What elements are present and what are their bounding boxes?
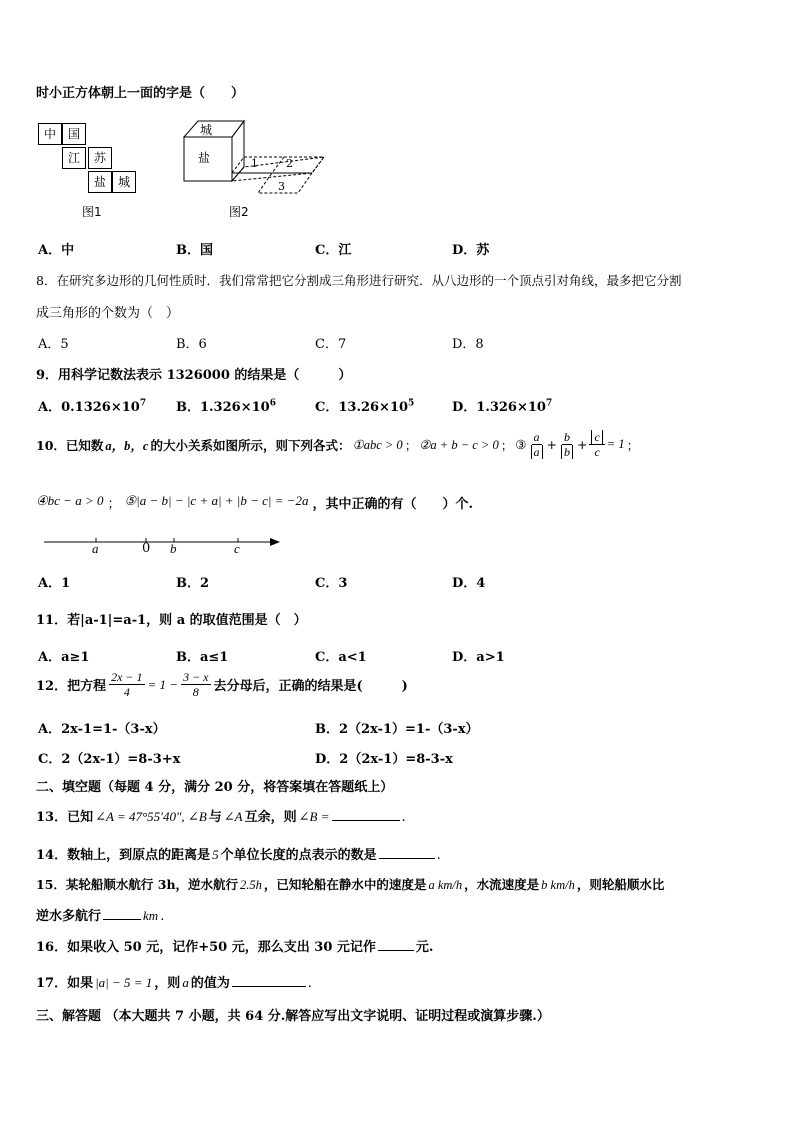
q10-option-d[interactable]: D．4: [452, 576, 486, 591]
q13: [36, 806, 406, 825]
q7-option-d[interactable]: D．苏: [452, 243, 490, 258]
q10-option-c[interactable]: C．3: [315, 576, 348, 591]
axis-label-b: b: [170, 541, 177, 556]
q10-expr-3-tail: = 1: [606, 437, 625, 451]
q10-intro: 10．已知数: [36, 437, 104, 453]
denominator: c: [594, 445, 600, 459]
q12-option-c[interactable]: C．2（2x-1）=8-3+x: [38, 752, 181, 767]
q12-stem: [36, 670, 408, 699]
position-label: 2: [286, 157, 293, 170]
q11-option-c[interactable]: C．a<1: [315, 650, 367, 665]
q12-option-b[interactable]: B．2（2x-1）=1-（3-x）: [315, 722, 479, 737]
q11-stem: 11．若|a-1|=a-1，则 a 的取值范围是（ ）: [36, 613, 307, 628]
q17-var: a: [182, 975, 189, 990]
q15-unit: km: [143, 908, 159, 923]
numerator: 2x − 1: [111, 670, 143, 684]
q7-option-b[interactable]: B．国: [176, 243, 213, 258]
cube-top-label: 城: [200, 123, 213, 137]
q12-option-d[interactable]: D．2（2x-1）=8-3-x: [315, 752, 453, 767]
q12-fraction-1: [109, 670, 144, 699]
net-cell: 国: [62, 123, 86, 145]
numerator: c: [589, 430, 604, 445]
plus-sign: +: [576, 437, 588, 452]
q14-five: 5: [212, 847, 219, 862]
q15-text: ，已知轮船在静水中的速度是: [263, 877, 427, 892]
axis-label-a: a: [92, 541, 99, 556]
q12-fraction-2: [181, 670, 210, 699]
q9-option-label: C．13.26×10: [315, 400, 409, 415]
q10-stem-line1: [36, 430, 639, 459]
q14: [36, 844, 441, 863]
q17-text: ，则: [154, 976, 181, 991]
q12-option-a[interactable]: A．2x-1=1-（3-x）: [38, 722, 166, 737]
q9-option-label: B．1.326×10: [176, 400, 270, 415]
q10-sep: ；: [626, 437, 640, 453]
q9-option-a[interactable]: [38, 396, 146, 415]
q10-tail: ，其中正确的有（ ）个.: [312, 497, 474, 512]
q10-vars: a，b，c: [105, 438, 149, 453]
q8-stem-line2: 成三角形的个数为（ ）: [36, 306, 180, 321]
q12-tail: 去分母后，正确的结果是( ): [213, 679, 408, 694]
q9-option-label: D．1.326×10: [452, 400, 546, 415]
q14-text: 个单位长度的点表示的数是: [220, 848, 377, 863]
section-2-heading: 二、填空题（每题 4 分，满分 20 分，将答案填在答题纸上）: [36, 780, 394, 795]
q10-expr-5: ⑤|a − b| − |c + a| + |b − c| = −2a: [124, 493, 309, 508]
frac-abs-c-over-c: [589, 430, 604, 459]
q17-expr: |a| − 5 = 1: [95, 975, 153, 990]
exponent: 7: [545, 398, 553, 409]
q16-lead: 16．如果收入 50 元，记作+50 元，那么支出 30 元记作: [36, 940, 376, 955]
q13-text: 与: [208, 810, 222, 825]
q15-line2-lead: 逆水多航行: [36, 909, 102, 924]
exponent: 7: [139, 398, 147, 409]
q10-option-b[interactable]: B．2: [176, 576, 210, 591]
denominator: 4: [123, 685, 130, 699]
q8-option-a[interactable]: A．5: [38, 337, 69, 352]
q13-expr: ∠A = 47°55′40″, ∠B: [95, 809, 207, 824]
q11-option-a[interactable]: A．a≥1: [38, 650, 90, 665]
net-cell: 江: [62, 147, 86, 169]
q12-eq: = 1 −: [147, 676, 179, 692]
denominator: a: [529, 445, 545, 459]
q7-option-c[interactable]: C．江: [315, 243, 352, 258]
position-label: 1: [251, 157, 258, 170]
q10-mid: 的大小关系如图所示，则下列各式：: [150, 437, 351, 453]
frac-b-over-abs-b: [559, 430, 575, 459]
q10-sep: ；: [107, 497, 121, 512]
q10-option-a[interactable]: A．1: [38, 576, 71, 591]
denominator: b: [559, 445, 575, 459]
q15-line2: [36, 905, 164, 924]
fig1-caption: 图1: [82, 205, 102, 219]
exponent: 6: [269, 398, 276, 409]
number-line: [40, 532, 285, 560]
position-label: 3: [278, 180, 285, 193]
q9-option-d[interactable]: [452, 396, 552, 415]
q13-angle: ∠A: [223, 809, 243, 824]
q15-speed-2: b km/h: [541, 878, 575, 892]
q15-end: .: [160, 909, 165, 924]
q7-option-a[interactable]: A．中: [38, 243, 75, 258]
cube-front-label: 盐: [198, 151, 211, 165]
q10-sep: ；: [500, 437, 514, 453]
q16: [36, 936, 433, 955]
answer-blank[interactable]: [332, 808, 400, 821]
section-3-heading: 三、解答题 （本大题共 7 小题，共 64 分.解答应写出文字说明、证明过程或演算步骤.）: [36, 1009, 550, 1024]
plus-sign: +: [546, 437, 557, 452]
q10-stem-line2: [36, 493, 473, 512]
q15-time: 2.5h: [240, 878, 262, 892]
q17-end: .: [307, 976, 312, 991]
answer-blank[interactable]: [103, 907, 141, 920]
exponent: 5: [408, 398, 415, 409]
q9-option-b[interactable]: [176, 396, 276, 415]
q14-lead: 14．数轴上，到原点的距离是: [36, 848, 211, 863]
q8-stem-line1: 8．在研究多边形的几何性质时．我们常常把它分割成三角形进行研究．从八边形的一个顶点引对角线，最多把它分割: [36, 273, 682, 288]
answer-blank[interactable]: [378, 938, 414, 951]
q10-expr-4: ④bc − a > 0: [36, 493, 104, 508]
q17-lead: 17．如果: [36, 976, 94, 991]
net-cell: 中: [38, 123, 62, 145]
q9-option-c[interactable]: [315, 396, 414, 415]
fig2-caption: 图2: [229, 205, 249, 219]
q11-option-b[interactable]: B．a≤1: [176, 650, 229, 665]
q13-answer-lead: ∠B =: [298, 809, 330, 824]
q16-end: 元.: [415, 940, 434, 955]
q17-text: 的值为: [190, 976, 230, 991]
numerator: b: [563, 430, 570, 444]
q15-lead: 15．某轮船顺水航行 3h，逆水航行: [36, 877, 239, 892]
q8-option-c[interactable]: C．7: [315, 337, 347, 352]
q7-figure-net: [38, 123, 148, 195]
q15-text: ，则轮船顺水比: [576, 877, 665, 892]
net-cell: 苏: [88, 147, 112, 169]
q15-text: ，水流速度是: [464, 877, 540, 892]
q15-line1: [36, 875, 664, 893]
q10-expr-2: ②a + b − c > 0: [419, 437, 499, 452]
q10-expr-1: ①abc > 0: [352, 437, 403, 452]
axis-label-zero: 0: [142, 541, 151, 556]
denominator: 8: [192, 685, 199, 699]
q13-text: 互余，则: [244, 810, 297, 825]
frac-a-over-abs-a: [529, 430, 545, 459]
q12-lead: 12．把方程: [36, 679, 107, 694]
q10-sep: ；: [404, 437, 418, 453]
net-cell: 盐: [88, 171, 112, 193]
q17: [36, 972, 312, 991]
numerator: a: [533, 430, 540, 444]
q8-option-b[interactable]: B．6: [176, 337, 207, 352]
q10-expr-3-label: ③: [515, 437, 527, 452]
axis-label-c: c: [234, 541, 240, 556]
q11-option-d[interactable]: D．a>1: [452, 650, 505, 665]
q7-stem: 时小正方体朝上一面的字是（ ）: [36, 86, 245, 101]
q15-speed-1: a km/h: [428, 878, 463, 892]
answer-blank[interactable]: [379, 846, 435, 859]
q8-option-d[interactable]: D．8: [452, 337, 484, 352]
net-cell: 城: [112, 171, 136, 193]
answer-blank[interactable]: [232, 974, 306, 987]
q9-stem: 9．用科学记数法表示 1326000 的结果是（ ）: [36, 368, 352, 383]
q13-end: .: [401, 810, 406, 825]
q13-lead: 13．已知: [36, 810, 94, 825]
q9-option-label: A．0.1326×10: [38, 400, 140, 415]
q14-end: .: [436, 848, 441, 863]
numerator: 3 − x: [183, 670, 209, 684]
